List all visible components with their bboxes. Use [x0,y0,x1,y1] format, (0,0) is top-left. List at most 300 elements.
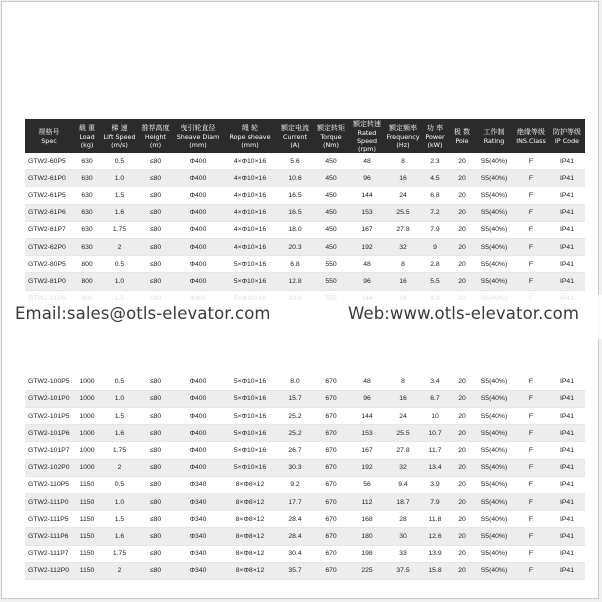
table-cell: 4×Φ10×16 [223,187,277,204]
table-cell: 20 [449,442,475,459]
table-cell: IP41 [549,528,585,545]
table-cell: 48 [349,374,385,391]
table-cell: 4×Φ10×16 [223,221,277,238]
table-row [25,442,585,459]
table-cell: 16 [385,390,421,407]
table-cell: 670 [313,562,349,579]
table-cell: 670 [313,408,349,425]
table-cell: 192 [349,459,385,476]
table-cell: 25.2 [277,425,313,442]
table-cell: 1000 [73,425,101,442]
table-cell: 11.8 [421,511,449,528]
table-cell: 1150 [73,494,101,511]
table-cell: 1150 [73,545,101,562]
column-header [277,119,313,153]
table-cell: 670 [313,511,349,528]
table-cell: 1.6 [101,425,138,442]
table-cell: 1.75 [101,545,138,562]
column-header-unit: (Hz) [396,140,410,149]
table-cell: F [513,545,549,562]
table-cell: Φ400 [173,256,223,273]
table-cell: 20 [449,238,475,255]
table-cell: 9.4 [385,476,421,493]
column-header-zh: 功 率 [426,123,444,132]
table-cell: F [513,459,549,476]
table-cell: 168 [349,511,385,528]
table-row [25,153,585,170]
table-cell: 18.0 [277,221,313,238]
table-row [25,494,585,511]
table-cell: 20 [449,562,475,579]
table-cell: 20 [449,170,475,187]
table-cell: 450 [313,187,349,204]
table-cell: 630 [73,187,101,204]
table-cell: 1.75 [101,221,138,238]
table-cell: F [513,374,549,391]
table-cell: S5(40%) [475,204,513,221]
column-header [173,119,223,153]
table-cell: 1.75 [101,442,138,459]
table-cell: 4×Φ10×16 [223,153,277,170]
table-cell: Φ400 [173,408,223,425]
table-cell: 16.5 [277,187,313,204]
table-cell: 8 [385,153,421,170]
spec-cell: GTW2-61P6 [25,204,73,221]
table-cell: 13.9 [421,545,449,562]
table-cell: 5.5 [421,273,449,290]
table-cell: ≤80 [138,511,173,528]
table-cell: 7.9 [421,494,449,511]
table-cell: Φ400 [173,425,223,442]
table-cell: Φ400 [173,459,223,476]
table-cell: 1150 [73,476,101,493]
table-cell: Φ400 [173,273,223,290]
table-cell: F [513,408,549,425]
table-cell: 20 [449,511,475,528]
column-header-en: Height [144,132,167,141]
table-cell: 37.5 [385,562,421,579]
table-cell: Φ340 [173,545,223,562]
table-cell: 27.8 [385,442,421,459]
column-header-zh: 绳 轮 [241,123,259,132]
table-cell: 630 [73,238,101,255]
column-header-unit: (kW) [427,140,443,149]
spec-cell: GTW2-101P7 [25,442,73,459]
column-header-unit: (A) [290,140,300,149]
table-cell: 20 [449,390,475,407]
column-header [223,119,277,153]
table-cell: 35.7 [277,562,313,579]
table-header-row [25,119,585,153]
table-cell: 800 [73,273,101,290]
column-header-zh: 额定频率 [389,123,417,132]
table-cell: S5(40%) [475,153,513,170]
table-cell: 6.8 [421,187,449,204]
table-cell: Φ400 [173,170,223,187]
table-cell: IP41 [549,545,585,562]
table-cell: IP41 [549,390,585,407]
table-cell: 5×Φ10×16 [223,256,277,273]
table-cell: 8×Φ8×12 [223,511,277,528]
table-cell: 20 [449,374,475,391]
table-cell: 450 [313,221,349,238]
table-cell: 20 [449,459,475,476]
table-row [25,256,585,273]
column-header-en: Rating [483,136,505,145]
spec-cell: GTW2-111P7 [25,545,73,562]
table-cell: S5(40%) [475,273,513,290]
table-cell: 25.5 [385,204,421,221]
table-cell: 20 [449,408,475,425]
table-cell: IP41 [549,374,585,391]
table-cell: Φ400 [173,187,223,204]
table-cell: ≤80 [138,273,173,290]
table-cell: ≤80 [138,374,173,391]
table-cell: 56 [349,476,385,493]
table-cell: 5.6 [277,153,313,170]
page-frame [1,1,599,599]
table-cell: 3.4 [421,374,449,391]
column-header [138,119,173,153]
table-cell: Φ340 [173,494,223,511]
table-cell: 630 [73,204,101,221]
table-row [25,238,585,255]
table-cell: 630 [73,153,101,170]
spec-cell: GTW2-112P0 [25,562,73,579]
table-cell: S5(40%) [475,476,513,493]
column-header [449,119,475,153]
spec-cell: GTW2-61P7 [25,221,73,238]
table-cell: 4×Φ10×16 [223,238,277,255]
table-cell: 17.7 [277,494,313,511]
spec-cell: GTW2-110P5 [25,476,73,493]
table-cell: 20 [449,494,475,511]
table-cell: ≤80 [138,238,173,255]
table-row [25,528,585,545]
table-cell: IP41 [549,511,585,528]
table-cell: 96 [349,390,385,407]
column-header-zh: 推荐高度 [141,123,170,132]
table-cell: ≤80 [138,187,173,204]
spec-cell: GTW2-100P5 [25,374,73,391]
table-row [25,187,585,204]
spec-cell: GTW2-81P0 [25,273,73,290]
table-cell: ≤80 [138,442,173,459]
table-cell: 7.2 [421,204,449,221]
table-cell: 670 [313,494,349,511]
table-cell: 25.5 [385,425,421,442]
table-cell: IP41 [549,408,585,425]
table-row [25,511,585,528]
column-header [513,119,549,153]
table-row [25,204,585,221]
table-cell: 670 [313,390,349,407]
table-cell: IP41 [549,442,585,459]
spec-cell: GTW2-80P5 [25,256,73,273]
column-header-en: Load [79,132,95,141]
table-cell: 10.6 [277,170,313,187]
table-cell: Φ400 [173,238,223,255]
table-cell: IP41 [549,170,585,187]
column-header-unit: (mm) [189,140,207,149]
table-cell: IP41 [549,459,585,476]
column-header-zh: 曳引轮直径 [180,123,216,132]
table-cell: 4×Φ10×16 [223,170,277,187]
table-cell: ≤80 [138,170,173,187]
table-cell: IP41 [549,204,585,221]
table-cell: 16 [385,273,421,290]
column-header [475,119,513,153]
column-header-zh: 载 重 [78,123,96,132]
spec-cell: GTW2-61P0 [25,170,73,187]
table-cell: 20 [449,204,475,221]
column-header-en: Lift Speed [103,132,136,141]
column-header-zh: 规格号 [38,127,60,136]
table-cell: 1150 [73,528,101,545]
table-cell: 32 [385,459,421,476]
table-cell: F [513,238,549,255]
table-cell: Φ400 [173,374,223,391]
column-header-en: Pole [455,136,469,145]
table-cell: 5×Φ10×16 [223,408,277,425]
table-cell: F [513,562,549,579]
table-cell: 1.0 [101,390,138,407]
column-header [313,119,349,153]
table-cell: ≤80 [138,528,173,545]
column-header-unit: (rpm) [358,144,376,153]
table-cell: S5(40%) [475,170,513,187]
table-row [25,273,585,290]
table-cell: 153 [349,425,385,442]
table-cell: 1000 [73,442,101,459]
table-cell: F [513,390,549,407]
table-cell: F [513,425,549,442]
table-cell: S5(40%) [475,562,513,579]
spec-cell: GTW2-101P6 [25,425,73,442]
column-header [549,119,585,153]
table-cell: 48 [349,256,385,273]
table-cell: 30.4 [277,545,313,562]
table-cell: S5(40%) [475,256,513,273]
table-cell: 1.5 [101,408,138,425]
table-cell: 5×Φ10×16 [223,442,277,459]
table-cell: 96 [349,170,385,187]
table-cell: 24 [385,187,421,204]
column-header [73,119,101,153]
column-header [101,119,138,153]
table-cell: IP41 [549,476,585,493]
table-cell: 670 [313,459,349,476]
table-cell: 112 [349,494,385,511]
table-cell: 20 [449,221,475,238]
table-row [25,562,585,579]
table-cell: 2 [101,459,138,476]
table-cell: F [513,528,549,545]
table-cell: ≤80 [138,562,173,579]
table-cell: 11.7 [421,442,449,459]
table-cell: 5×Φ10×16 [223,390,277,407]
column-header-en: Rated Speed [356,128,378,145]
table-cell: 1.6 [101,528,138,545]
column-header-unit: (m) [149,140,162,149]
table-cell: 48 [349,153,385,170]
table-cell: 20 [449,528,475,545]
column-header-unit: (Nm) [323,140,339,149]
table-cell: 9 [421,238,449,255]
column-header-en: Sheave Diam [176,132,220,141]
table-cell: 0.5 [101,153,138,170]
table-cell: 670 [313,528,349,545]
column-header-zh: 额定转矩 [317,123,345,132]
table-cell: 630 [73,221,101,238]
table-cell: 7.9 [421,221,449,238]
table-cell: 225 [349,562,385,579]
table-cell: 32 [385,238,421,255]
table-cell: 20 [449,273,475,290]
table-cell: 28.4 [277,511,313,528]
table-cell: IP41 [549,562,585,579]
table-cell: 2.3 [421,153,449,170]
table-row [25,408,585,425]
table-cell: 180 [349,528,385,545]
table-cell: 1150 [73,511,101,528]
table-cell: 16.5 [277,204,313,221]
table-cell: ≤80 [138,476,173,493]
table-cell: IP41 [549,187,585,204]
table-cell: S5(40%) [475,408,513,425]
table-cell: Φ400 [173,442,223,459]
column-header-zh: 绝缘等级 [517,127,545,136]
table-cell: 20 [449,545,475,562]
table-cell: 167 [349,442,385,459]
table-row [25,390,585,407]
table-cell: 1000 [73,459,101,476]
table-cell: 1150 [73,562,101,579]
table-cell: ≤80 [138,545,173,562]
table-cell: 28.4 [277,528,313,545]
motor-spec-table [25,119,585,580]
table-cell: S5(40%) [475,528,513,545]
table-cell: 26.7 [277,442,313,459]
column-header-unit: (mm) [241,140,259,149]
column-header-zh: 梯 速 [111,123,128,132]
table-cell: Φ340 [173,528,223,545]
table-cell: 27.8 [385,221,421,238]
table-cell: IP41 [549,273,585,290]
column-header-en: INS.Class [516,136,546,145]
column-header-zh: 额定电流 [281,123,309,132]
table-cell: F [513,153,549,170]
table-cell: ≤80 [138,494,173,511]
table-cell: 670 [313,545,349,562]
spec-cell: GTW2-62P0 [25,238,73,255]
table-cell: 670 [313,374,349,391]
table-cell: S5(40%) [475,459,513,476]
table-cell: 96 [349,273,385,290]
table-cell: 8×Φ8×12 [223,476,277,493]
table-cell: 12.8 [277,273,313,290]
table-cell: 2 [101,562,138,579]
table-cell: 144 [349,408,385,425]
table-cell: 153 [349,204,385,221]
table-cell: 20 [449,187,475,204]
table-cell: 1.6 [101,204,138,221]
spec-cell: GTW2-111P5 [25,511,73,528]
table-cell: 1000 [73,408,101,425]
column-header-en: Spec [41,136,57,145]
table-cell: 20 [449,153,475,170]
table-cell: 20 [449,476,475,493]
table-cell: 25.2 [277,408,313,425]
table-cell: 15.7 [277,390,313,407]
table-cell: 15.8 [421,562,449,579]
table-cell: 450 [313,204,349,221]
table-cell: ≤80 [138,256,173,273]
table-cell: 8 [385,374,421,391]
spec-cell: GTW2-102P0 [25,459,73,476]
table-cell: ≤80 [138,204,173,221]
table-row [25,374,585,391]
table-cell: 4×Φ10×16 [223,204,277,221]
table-cell: 450 [313,170,349,187]
table-cell: 450 [313,238,349,255]
column-header-zh: 防护等级 [553,127,581,136]
table-cell: Φ400 [173,153,223,170]
table-body [25,153,585,579]
table-cell: 550 [313,256,349,273]
spec-cell: GTW2-111P6 [25,528,73,545]
table-cell: 6.8 [277,256,313,273]
table-cell: 1.0 [101,273,138,290]
table-cell: ≤80 [138,408,173,425]
spec-cell: GTW2-111P0 [25,494,73,511]
column-header [25,119,73,153]
table-cell: F [513,204,549,221]
table-cell: S5(40%) [475,238,513,255]
table-cell: 3.9 [421,476,449,493]
table-cell: 8.0 [277,374,313,391]
table-cell: 10.7 [421,425,449,442]
table-cell: 5×Φ10×16 [223,273,277,290]
table-cell: 1.0 [101,494,138,511]
table-cell: F [513,494,549,511]
column-header-zh: 工作制 [483,127,505,136]
table-cell: S5(40%) [475,221,513,238]
table-cell: Φ400 [173,204,223,221]
table-cell: 1.5 [101,187,138,204]
table-cell: ≤80 [138,390,173,407]
table-cell: Φ340 [173,562,223,579]
table-cell: 450 [313,153,349,170]
table-cell: 8 [385,256,421,273]
table-cell: 2.8 [421,256,449,273]
spec-cell: GTW2-60P5 [25,153,73,170]
table-cell: 4.5 [421,170,449,187]
table-cell: IP41 [549,238,585,255]
table-row [25,476,585,493]
table-cell: S5(40%) [475,425,513,442]
table-cell: 800 [73,256,101,273]
column-header [421,119,449,153]
table-cell: F [513,187,549,204]
table-row [25,221,585,238]
spec-cell: GTW2-61P5 [25,187,73,204]
table-cell: S5(40%) [475,511,513,528]
table-cell: S5(40%) [475,545,513,562]
table-cell: 20 [449,256,475,273]
table-cell: 8×Φ8×12 [223,562,277,579]
table-cell: F [513,256,549,273]
